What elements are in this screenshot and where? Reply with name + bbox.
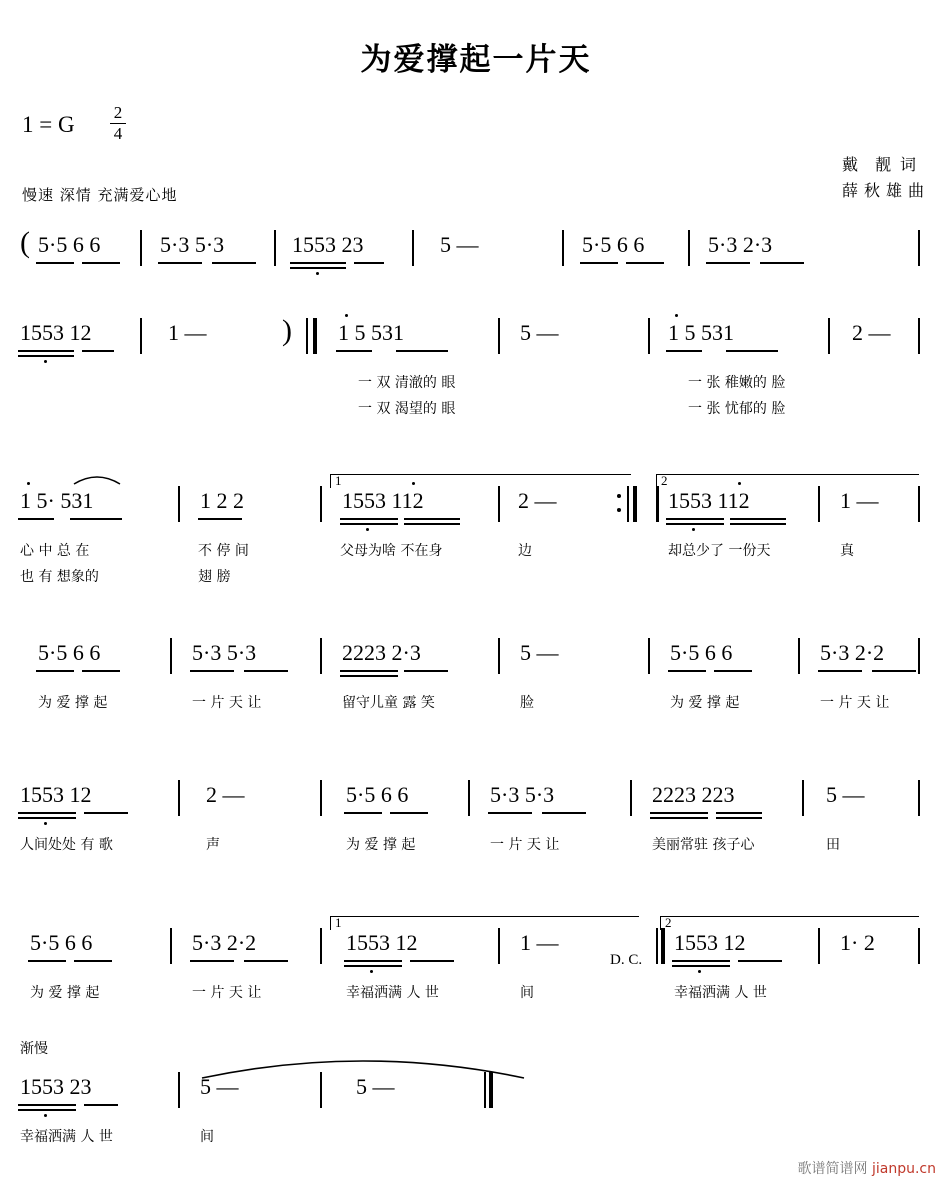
lyric-line-1: 边 <box>518 543 532 559</box>
ending-bracket-2: 2 <box>660 916 919 930</box>
measure-note: 5·5 6 6 <box>582 232 645 257</box>
note-row <box>20 1074 932 1120</box>
measure-note: 5·5 6 6 <box>30 930 93 955</box>
lyric-line-1: 为 爱 撑 起 <box>670 695 740 711</box>
measure-note: 5 — <box>520 640 559 665</box>
measure-note: 5·5 6 6 <box>38 232 101 257</box>
note-row <box>20 488 932 534</box>
lyric-line-1: 美丽常驻 孩子心 <box>652 837 755 853</box>
measure-note: 5·5 6 6 <box>38 640 101 665</box>
measure-note: 5 — <box>520 320 559 345</box>
note-row <box>20 314 932 366</box>
lyric-line-1: 一 片 天 让 <box>192 695 262 711</box>
measure-note: 1553 12 <box>20 782 92 807</box>
system-5 <box>20 782 932 858</box>
system-6 <box>20 915 932 1006</box>
measure-note: 1 5 531 <box>338 320 404 345</box>
lyric-line-1: 声 <box>206 837 220 853</box>
measure-note: 5·5 6 6 <box>346 782 409 807</box>
credit-lyricist: 戴 靓 词 <box>841 155 916 174</box>
note-row <box>20 782 932 828</box>
measure-note: 1 — <box>520 930 559 955</box>
note-row <box>20 226 932 278</box>
lyric-line-2: 一 张 忧郁的 脸 <box>688 401 786 417</box>
measure-note: 2 — <box>206 782 245 807</box>
lyric-line-1: 为 爱 撑 起 <box>38 695 108 711</box>
lyric-line-1: 脸 <box>520 695 534 711</box>
repeat-end-barline <box>624 486 644 522</box>
measure-note: 1553 23 <box>292 232 364 257</box>
page-title: 为爱撑起一片天 <box>360 42 592 78</box>
measure-note: 1553 12 <box>674 930 746 955</box>
lyric-line-1: 却总少了 一份天 <box>668 543 771 559</box>
system-2 <box>20 314 932 417</box>
final-barline <box>484 1072 496 1108</box>
lyric-line-1: 田 <box>826 837 840 853</box>
lyric-line-1: 幸福洒满 人 世 <box>346 985 439 1001</box>
measure-note: 1 5 531 <box>668 320 734 345</box>
measure-note: 5 — <box>440 232 479 257</box>
watermark-cn: 歌谱简谱网 <box>797 1161 868 1177</box>
measure-note: 5 — <box>826 782 865 807</box>
measure-note: 5·3 5·3 <box>490 782 555 807</box>
slur <box>72 470 122 486</box>
system-1 <box>20 226 932 278</box>
measure-note: 5·3 5·3 <box>192 640 257 665</box>
time-signature <box>110 104 126 143</box>
measure-note: 5 — <box>200 1074 239 1099</box>
tempo-marking: 慢速 深情 充满爱心地 <box>22 186 178 204</box>
measure-note: 2 — <box>852 320 891 345</box>
lyric-line-1: 间 <box>520 985 534 1001</box>
measure-note: 5·3 2·2 <box>820 640 885 665</box>
lyric-line-2: 一 双 渴望的 眼 <box>358 401 456 417</box>
lyric-line-1: 一 片 天 让 <box>820 695 890 711</box>
measure-note: 1553 23 <box>20 1074 92 1099</box>
meter-numerator: 2 <box>113 103 123 122</box>
lyric-line-1: 留守儿童 露 笑 <box>342 695 435 711</box>
measure-note: 1553 12 <box>20 320 92 345</box>
lyric-line-1: 一 片 天 让 <box>192 985 262 1001</box>
measure-note: 5·5 6 6 <box>670 640 733 665</box>
lyric-line-1: 一 片 天 让 <box>490 837 560 853</box>
double-barline <box>656 928 668 964</box>
lyric-line-1: 幸福洒满 人 世 <box>20 1129 113 1145</box>
measure-note: 1553 12 <box>346 930 418 955</box>
lyric-line-2: 翅 膀 <box>198 569 231 585</box>
lyric-line-1: 不 停 间 <box>198 543 249 559</box>
measure-note: 1 — <box>168 320 207 345</box>
measure-note: 5·3 5·3 <box>160 232 225 257</box>
credits <box>842 152 924 205</box>
meter-denominator: 4 <box>113 124 123 144</box>
watermark-en: jianpu.cn <box>871 1161 936 1177</box>
lyric-line-1: 人间处处 有 歌 <box>20 837 113 853</box>
lyric-line-1: 幸福洒满 人 世 <box>674 985 767 1001</box>
lyric-line-1: 心 中 总 在 <box>20 543 90 559</box>
measure-note: 1553 112 <box>342 488 424 513</box>
system-3 <box>20 473 932 585</box>
lyric-line-1: 一 双 清澈的 眼 <box>358 375 456 391</box>
lyric-line-1: 间 <box>200 1129 214 1145</box>
note-row <box>20 640 932 686</box>
lyric-line-1: 为 爱 撑 起 <box>30 985 100 1001</box>
credit-composer: 薛秋雄曲 <box>841 181 924 201</box>
ending-bracket-1: 1 <box>330 916 639 930</box>
repeat-start-barline <box>306 318 324 354</box>
key-signature: 1 = G <box>22 112 75 137</box>
dc-marking: D. C. <box>610 952 643 968</box>
lyric-line-1: 为 爱 撑 起 <box>346 837 416 853</box>
rit-marking: 渐慢 <box>20 1041 48 1057</box>
measure-note: 1553 112 <box>668 488 750 513</box>
watermark <box>798 1158 936 1178</box>
measure-note: 1· 2 <box>840 930 875 955</box>
system-4 <box>20 640 932 716</box>
measure-note: 1 2 2 <box>200 488 244 513</box>
lyric-line-1: 真 <box>840 543 854 559</box>
measure-note: 1 5· 531 <box>20 488 94 513</box>
ending-bracket-2: 2 <box>656 474 919 488</box>
close-paren: ) <box>282 314 292 347</box>
measure-note: 1 — <box>840 488 879 513</box>
ending-bracket-1: 1 <box>330 474 631 488</box>
lyric-line-2: 也 有 想象的 <box>20 569 99 585</box>
measure-note: 2223 2·3 <box>342 640 421 665</box>
measure-note: 2223 223 <box>652 782 735 807</box>
measure-note: 5·3 2·2 <box>192 930 257 955</box>
note-row <box>20 930 932 976</box>
measure-note: 2 — <box>518 488 557 513</box>
lyric-line-1: 父母为啥 不在身 <box>340 543 443 559</box>
lyric-line-1: 一 张 稚嫩的 脸 <box>688 375 786 391</box>
measure-note: 5 — <box>356 1074 395 1099</box>
measure-note: 5·3 2·3 <box>708 232 773 257</box>
open-paren: ( <box>20 226 30 259</box>
system-7 <box>20 1040 932 1150</box>
